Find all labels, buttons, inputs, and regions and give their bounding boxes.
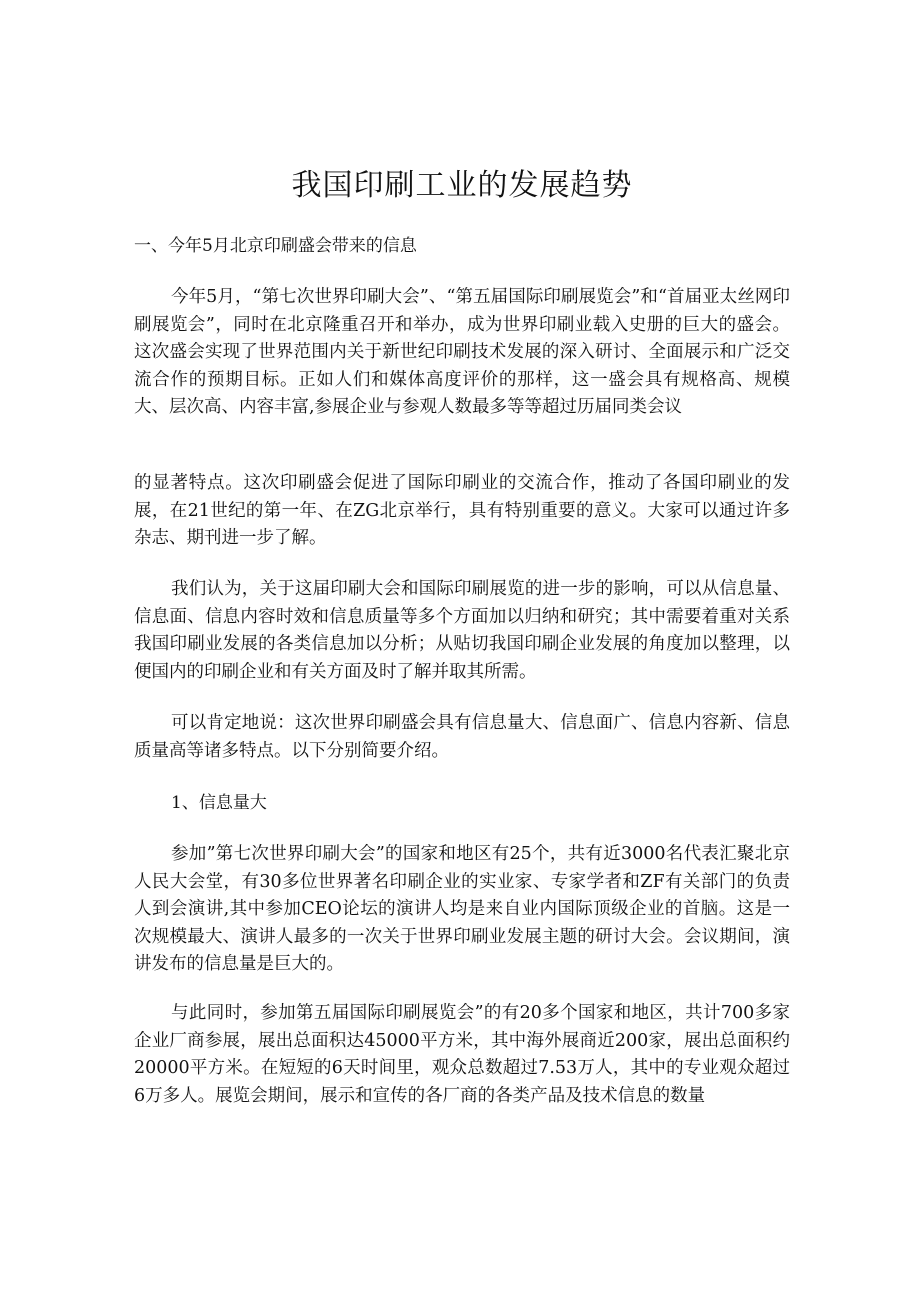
document-title: 我国印刷工业的发展趋势	[291, 168, 633, 203]
section-heading: 一、今年5月北京印刷盛会带来的信息	[134, 236, 417, 256]
paragraph: 参加”第七次世界印刷大会”的国家和地区有25个，共有近3000名代表汇聚北京人民大会堂，有30多位世界著名印刷企业的实业家、专家学者和ZF有关部门的负责人到会演讲,其中参加CEO论坛的演讲人均是来自业内国际顶级企业的首脑。这是一次规模最大、演讲人最多的一次关于世界印刷业发展主题的研讨大会。会议期间，演讲发布的信息量是巨大的。	[134, 844, 790, 974]
subheading: 1、信息量大	[171, 793, 267, 813]
paragraph: 可以肯定地说：这次世界印刷盛会具有信息量大、信息面广、信息内容新、信息质量高等诸多特点。以下分别简要介绍。	[134, 713, 790, 761]
paragraph: 今年5月，“第七次世界印刷大会”、“第五届国际印刷展览会”和“首届亚太丝网印刷展览会”，同时在北京隆重召开和举办，成为世界印刷业载入史册的巨大的盛会。这次盛会实现了世界范围内关于新世纪印刷技术发展的深入研讨、全面展示和广泛交流合作的预期目标。正如人们和媒体高度评价的那样，这一盛会具有规格高、规模大、层次高、内容丰富,参展企业与参观人数最多等等超过历届同类会议	[134, 287, 790, 417]
paragraph: 我们认为，关于这届印刷大会和国际印刷展览的进一步的影响，可以从信息量、信息面、信息内容时效和信息质量等多个方面加以归纳和研究；其中需要着重对关系我国印刷业发展的各类信息加以分析；从贴切我国印刷企业发展的角度加以整理，以便国内的印刷企业和有关方面及时了解并取其所需。	[134, 579, 790, 682]
paragraph: 的显著特点。这次印刷盛会促进了国际印刷业的交流合作，推动了各国印刷业的发展，在21世纪的第一年、在ZG北京举行，具有特别重要的意义。大家可以通过许多杂志、期刊进一步了解。	[134, 473, 790, 548]
paragraph: 与此同时，参加第五届国际印刷展览会”的有20多个国家和地区，共计700多家企业厂商参展，展出总面积达45000平方米，其中海外展商近200家，展出总面积约20000平方米。在短短的6天时间里，观众总数超过7.53万人，其中的专业观众超过6万多人。展览会期间，展示和宣传的各厂商的各类产品及技术信息的数量	[134, 1003, 790, 1106]
